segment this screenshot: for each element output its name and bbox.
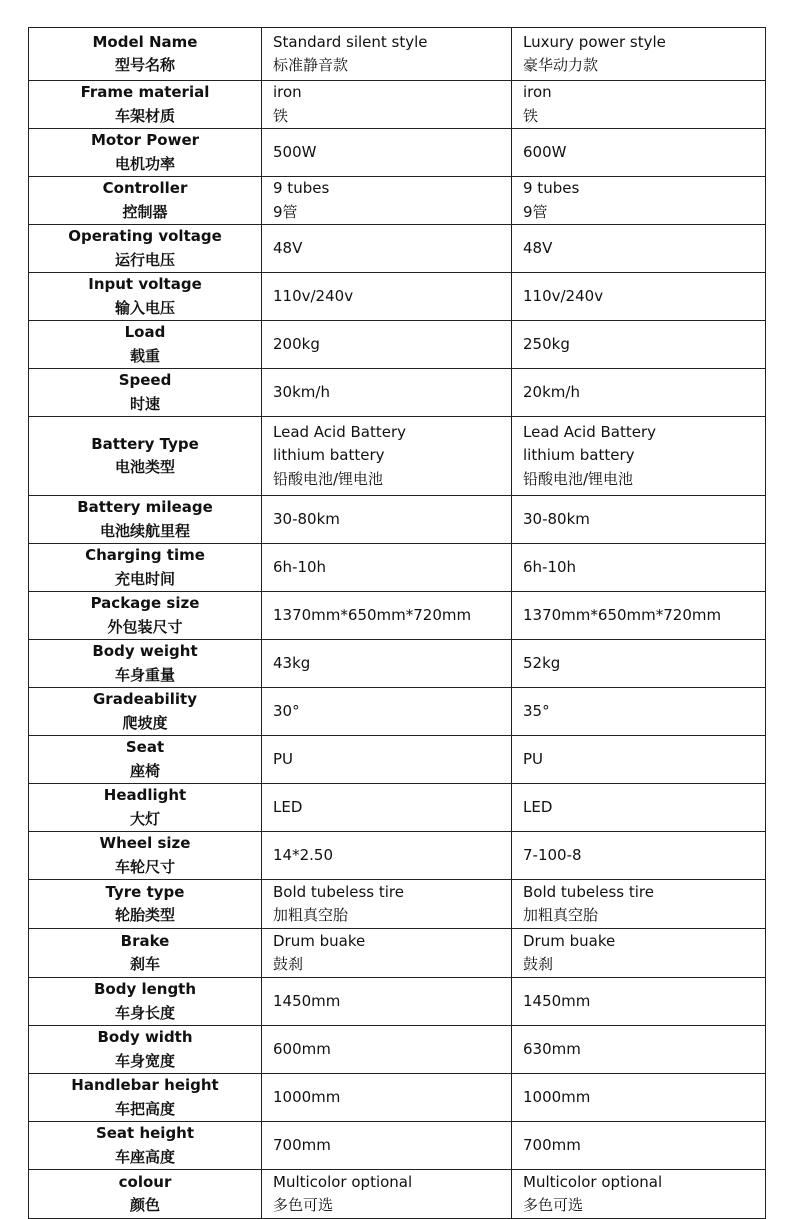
spec-label-line: Seat height — [95, 1124, 195, 1142]
standard-value-line: 9管 — [273, 202, 298, 221]
spec-table — [28, 27, 766, 1219]
spec-label-cell — [29, 81, 262, 129]
luxury-value-line: 48V — [523, 238, 553, 257]
spec-label-line: 车把高度 — [114, 1099, 175, 1118]
spec-row — [29, 978, 766, 1026]
standard-value-line: Lead Acid Battery — [273, 422, 407, 441]
luxury-value-line: Multicolor optional — [523, 1172, 663, 1191]
spec-label-line: Handlebar height — [71, 1076, 219, 1094]
luxury-value-cell — [512, 1074, 766, 1122]
spec-label-cell — [29, 225, 262, 273]
luxury-value-cell — [512, 1170, 766, 1219]
standard-value-cell — [262, 784, 512, 832]
luxury-value-line: 630mm — [523, 1039, 581, 1058]
spec-label-cell — [29, 496, 262, 544]
luxury-value-line: 多色可选 — [523, 1196, 584, 1214]
standard-value-cell — [262, 688, 512, 736]
luxury-value-line: LED — [523, 797, 553, 816]
standard-value-line: 标准静音款 — [273, 56, 349, 74]
spec-label-line: 座椅 — [129, 761, 160, 780]
spec-row — [29, 28, 766, 81]
spec-row — [29, 929, 766, 978]
luxury-value-cell — [512, 592, 766, 640]
luxury-value-cell — [512, 688, 766, 736]
luxury-value-cell — [512, 544, 766, 592]
spec-label-line: Brake — [120, 931, 170, 950]
standard-value-cell — [262, 832, 512, 880]
luxury-value-line: Drum buake — [523, 931, 616, 950]
standard-value-line: 200kg — [273, 334, 320, 353]
spec-label-line: 车架材质 — [114, 106, 175, 125]
spec-label-line: Load — [124, 323, 166, 341]
spec-label-line: 车身长度 — [114, 1003, 175, 1022]
spec-label-line: 车轮尺寸 — [114, 857, 175, 876]
luxury-value-line: iron — [523, 83, 552, 101]
spec-label-line: 轮胎类型 — [114, 906, 175, 924]
luxury-value-line: 30-80km — [523, 509, 590, 528]
spec-row — [29, 688, 766, 736]
luxury-value-line: 铅酸电池/锂电池 — [523, 469, 634, 488]
spec-label-line: Battery mileage — [77, 498, 213, 516]
spec-row — [29, 225, 766, 273]
spec-label-line: 颜色 — [129, 1196, 160, 1214]
standard-value-line: Bold tubeless tire — [273, 882, 404, 901]
standard-value-line: Multicolor optional — [273, 1172, 413, 1191]
luxury-value-cell — [512, 273, 766, 321]
spec-label-cell — [29, 688, 262, 736]
standard-value-cell — [262, 592, 512, 640]
spec-label-cell — [29, 1122, 262, 1170]
spec-label-cell — [29, 736, 262, 784]
luxury-value-line: 9 tubes — [523, 179, 580, 197]
standard-value-cell — [262, 1122, 512, 1170]
spec-row — [29, 496, 766, 544]
spec-label-line: 充电时间 — [114, 569, 175, 588]
standard-value-line: 加粗真空胎 — [273, 906, 349, 924]
spec-label-line: Body weight — [92, 642, 198, 660]
standard-value-cell — [262, 1026, 512, 1074]
luxury-value-line: 7-100-8 — [523, 845, 582, 864]
luxury-value-cell — [512, 129, 766, 177]
luxury-value-line: 600W — [523, 142, 567, 161]
luxury-value-line: 加粗真空胎 — [523, 906, 599, 924]
luxury-value-cell — [512, 321, 766, 369]
standard-value-cell — [262, 321, 512, 369]
standard-value-cell — [262, 417, 512, 496]
luxury-value-line: 20km/h — [523, 382, 580, 401]
standard-value-line: Standard silent style — [273, 32, 428, 51]
luxury-value-line: 35° — [523, 701, 550, 720]
luxury-value-cell — [512, 880, 766, 929]
spec-label-line: Operating voltage — [68, 227, 222, 245]
spec-label-cell — [29, 880, 262, 929]
spec-label-line: Body width — [97, 1028, 193, 1046]
standard-value-line: 500W — [273, 142, 317, 161]
spec-label-line: Seat — [125, 738, 165, 756]
spec-label-cell — [29, 321, 262, 369]
spec-row — [29, 1026, 766, 1074]
standard-value-line: 9 tubes — [273, 179, 330, 197]
standard-value-line: 14*2.50 — [273, 845, 333, 864]
spec-label-line: Frame material — [80, 83, 210, 101]
standard-value-cell — [262, 496, 512, 544]
spec-label-line: Charging time — [85, 546, 205, 564]
standard-value-line: 铁 — [273, 106, 289, 125]
spec-label-line: 电机功率 — [114, 154, 175, 173]
spec-label-line: Tyre type — [105, 882, 185, 901]
standard-value-line: 30km/h — [273, 382, 330, 401]
luxury-value-cell — [512, 369, 766, 417]
luxury-value-cell — [512, 177, 766, 225]
spec-label-line: Package size — [90, 594, 200, 612]
spec-label-cell — [29, 1170, 262, 1219]
spec-label-line: 输入电压 — [114, 298, 175, 317]
luxury-value-cell — [512, 978, 766, 1026]
luxury-value-cell — [512, 417, 766, 496]
spec-label-cell — [29, 369, 262, 417]
spec-label-cell — [29, 592, 262, 640]
luxury-value-cell — [512, 81, 766, 129]
luxury-value-line: 700mm — [523, 1135, 581, 1154]
spec-label-line: Controller — [102, 179, 188, 197]
spec-label-line: 车身重量 — [114, 665, 175, 684]
spec-row — [29, 369, 766, 417]
standard-value-line: 43kg — [273, 653, 311, 672]
standard-value-line: 600mm — [273, 1039, 331, 1058]
spec-row — [29, 832, 766, 880]
spec-label-line: 外包装尺寸 — [107, 617, 183, 636]
luxury-value-cell — [512, 225, 766, 273]
spec-label-line: 电池类型 — [114, 458, 175, 476]
luxury-value-cell — [512, 832, 766, 880]
standard-value-line: 48V — [273, 238, 303, 257]
spec-label-cell — [29, 832, 262, 880]
spec-label-line: Body length — [93, 980, 197, 998]
luxury-value-line: 250kg — [523, 334, 570, 353]
spec-row — [29, 1170, 766, 1219]
spec-row — [29, 736, 766, 784]
spec-label-line: Gradeability — [93, 690, 197, 708]
luxury-value-line: 6h-10h — [523, 557, 577, 576]
spec-label-line: 运行电压 — [114, 250, 175, 269]
spec-row — [29, 1074, 766, 1122]
standard-value-cell — [262, 273, 512, 321]
standard-value-cell — [262, 929, 512, 978]
standard-value-cell — [262, 369, 512, 417]
luxury-value-cell — [512, 28, 766, 81]
standard-value-line: 110v/240v — [273, 286, 354, 305]
spec-label-line: 车身宽度 — [114, 1051, 175, 1070]
spec-label-line: 爬坡度 — [122, 713, 168, 732]
spec-label-cell — [29, 1026, 262, 1074]
standard-value-cell — [262, 1074, 512, 1122]
standard-value-line: 30-80km — [273, 509, 340, 528]
spec-label-cell — [29, 28, 262, 81]
spec-label-cell — [29, 273, 262, 321]
spec-label-line: 大灯 — [129, 809, 160, 828]
luxury-value-line: Bold tubeless tire — [523, 882, 654, 901]
luxury-value-line: 1000mm — [523, 1087, 591, 1106]
spec-label-cell — [29, 784, 262, 832]
standard-value-line: 鼓刹 — [273, 955, 304, 973]
spec-label-cell — [29, 129, 262, 177]
luxury-value-cell — [512, 929, 766, 978]
standard-value-line: 铅酸电池/锂电池 — [273, 469, 384, 488]
luxury-value-line: Luxury power style — [523, 32, 666, 51]
luxury-value-line: 52kg — [523, 653, 561, 672]
spec-label-cell — [29, 640, 262, 688]
luxury-value-line: Lead Acid Battery — [523, 422, 657, 441]
spec-table-body — [29, 28, 766, 1219]
spec-label-line: 刹车 — [129, 955, 160, 973]
standard-value-line: 多色可选 — [273, 1196, 334, 1214]
spec-label-line: 载重 — [129, 346, 160, 365]
standard-value-line: iron — [273, 83, 302, 101]
spec-label-line: 车座高度 — [114, 1147, 175, 1166]
spec-label-line: 控制器 — [122, 202, 168, 221]
spec-label-line: Input voltage — [88, 275, 202, 293]
standard-value-cell — [262, 129, 512, 177]
standard-value-line: 6h-10h — [273, 557, 327, 576]
standard-value-line: 700mm — [273, 1135, 331, 1154]
spec-label-cell — [29, 929, 262, 978]
spec-row — [29, 544, 766, 592]
spec-row — [29, 177, 766, 225]
standard-value-cell — [262, 1170, 512, 1219]
luxury-value-line: 鼓刹 — [523, 955, 554, 973]
standard-value-line: 1450mm — [273, 991, 341, 1010]
standard-value-cell — [262, 880, 512, 929]
luxury-value-cell — [512, 1026, 766, 1074]
spec-label-cell — [29, 1074, 262, 1122]
spec-label-line: Model Name — [92, 32, 198, 51]
luxury-value-line: 1370mm*650mm*720mm — [523, 605, 722, 624]
spec-label-line: Speed — [118, 371, 172, 389]
spec-label-line: Battery Type — [91, 434, 199, 453]
spec-row — [29, 417, 766, 496]
spec-label-line: 电池续航里程 — [99, 521, 190, 540]
spec-label-cell — [29, 177, 262, 225]
standard-value-line: PU — [273, 749, 294, 768]
spec-row — [29, 640, 766, 688]
luxury-value-line: 豪华动力款 — [523, 56, 599, 74]
luxury-value-line: 110v/240v — [523, 286, 604, 305]
spec-label-line: colour — [118, 1172, 172, 1191]
standard-value-cell — [262, 177, 512, 225]
standard-value-line: LED — [273, 797, 303, 816]
standard-value-cell — [262, 736, 512, 784]
spec-label-line: Motor Power — [90, 131, 200, 149]
luxury-value-line: 铁 — [523, 106, 539, 125]
spec-label-line: Wheel size — [99, 834, 191, 852]
luxury-value-cell — [512, 640, 766, 688]
luxury-value-cell — [512, 1122, 766, 1170]
standard-value-line: 1370mm*650mm*720mm — [273, 605, 472, 624]
standard-value-line: Drum buake — [273, 931, 366, 950]
luxury-value-line: PU — [523, 749, 544, 768]
spec-label-line: Headlight — [103, 786, 187, 804]
standard-value-cell — [262, 28, 512, 81]
standard-value-cell — [262, 640, 512, 688]
luxury-value-line: lithium battery — [523, 446, 635, 465]
spec-row — [29, 880, 766, 929]
spec-label-cell — [29, 544, 262, 592]
standard-value-line: lithium battery — [273, 446, 385, 465]
spec-label-line: 时速 — [129, 394, 160, 413]
spec-row — [29, 321, 766, 369]
spec-row — [29, 273, 766, 321]
standard-value-cell — [262, 225, 512, 273]
standard-value-cell — [262, 978, 512, 1026]
spec-row — [29, 592, 766, 640]
luxury-value-line: 9管 — [523, 202, 548, 221]
spec-label-cell — [29, 978, 262, 1026]
luxury-value-cell — [512, 496, 766, 544]
spec-row — [29, 81, 766, 129]
spec-label-cell — [29, 417, 262, 496]
spec-row — [29, 1122, 766, 1170]
spec-row — [29, 129, 766, 177]
luxury-value-cell — [512, 736, 766, 784]
standard-value-cell — [262, 544, 512, 592]
luxury-value-line: 1450mm — [523, 991, 591, 1010]
standard-value-line: 30° — [273, 701, 300, 720]
standard-value-cell — [262, 81, 512, 129]
luxury-value-cell — [512, 784, 766, 832]
spec-row — [29, 784, 766, 832]
spec-label-line: 型号名称 — [114, 56, 175, 74]
standard-value-line: 1000mm — [273, 1087, 341, 1106]
